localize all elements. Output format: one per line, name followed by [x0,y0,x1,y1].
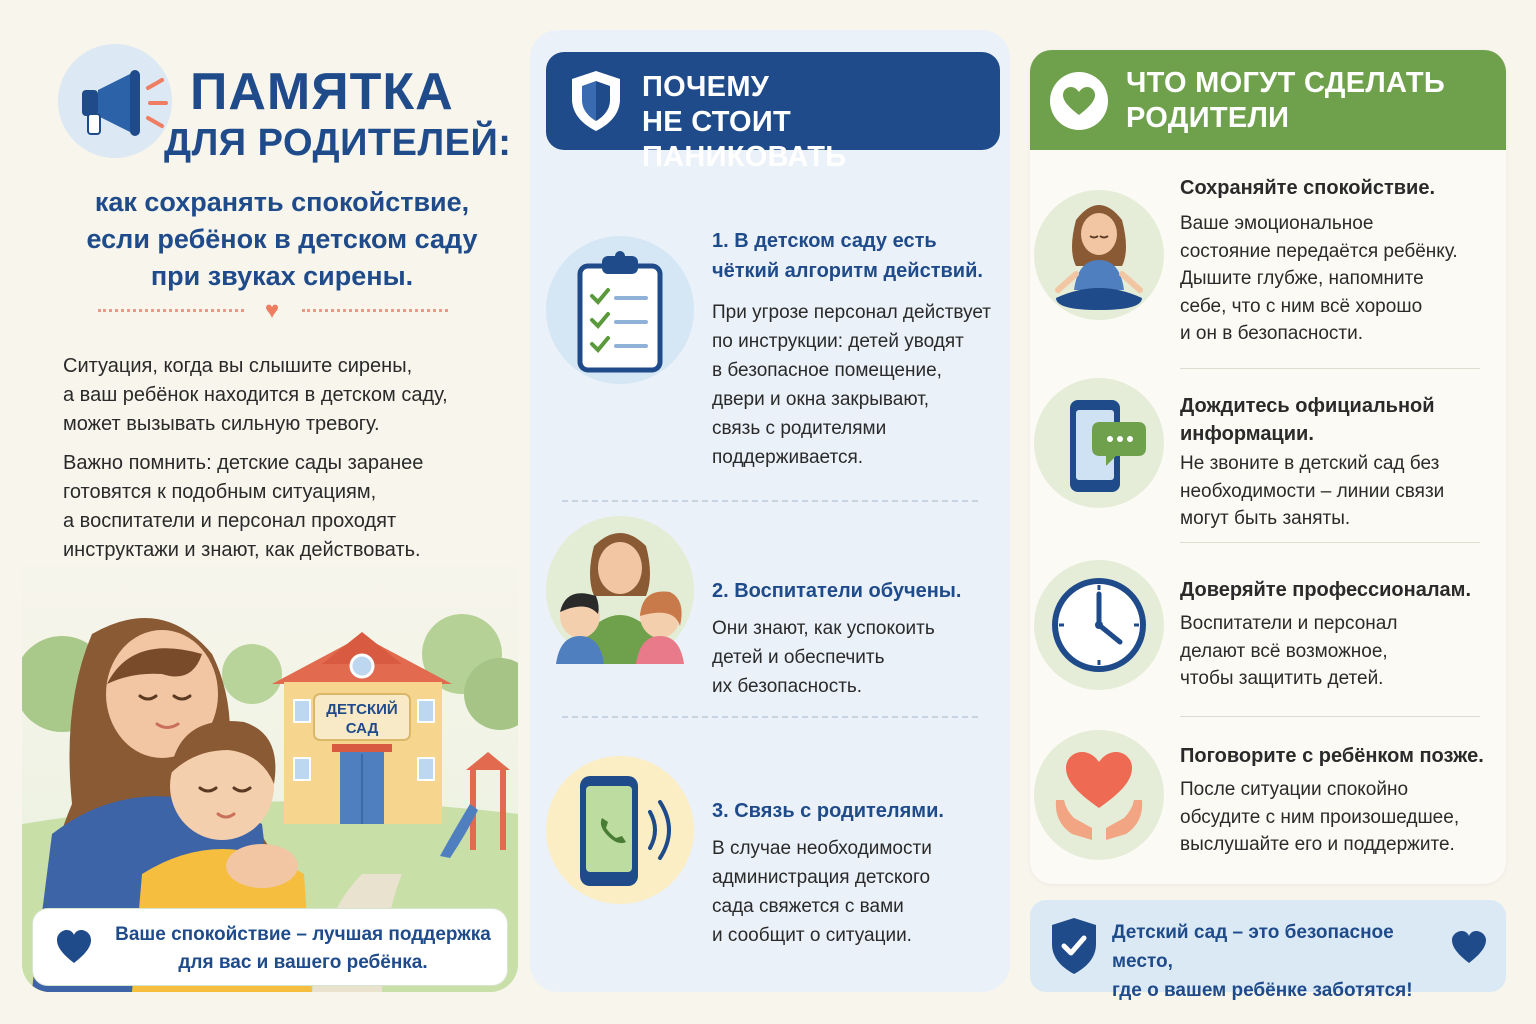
right-column [1030,50,1506,884]
shield-check-icon [1048,916,1100,976]
phone-chat-icon-badge [1034,378,1164,508]
heart-hands-icon [1034,730,1164,860]
megaphone-icon [72,66,172,138]
reason-algorithm [546,226,996,486]
meditation-icon-badge [1034,190,1164,320]
advice-4-text: После ситуации спокойно обсудите с ним произошедшее, выслушайте его и поддержите. [1180,779,1460,855]
teacher-children-icon [546,516,694,664]
heart-icon [1062,86,1096,116]
teacher-children-icon-badge [546,516,694,664]
heart-icon: ♥ [264,297,280,324]
reason-2-text: Они знают, как успокоить детей и обеспечить их безопасность. [712,618,935,697]
svg-text:САД: САД [345,720,379,737]
reason-2-heading: 2. Воспитатели обучены. [712,580,962,602]
dotted-divider [98,297,448,324]
phone-call-icon-badge [546,756,694,904]
megaphone-badge [58,44,172,158]
heart-icon-badge [1050,72,1108,130]
clock-icon-badge [1034,560,1164,690]
section-divider [562,500,978,502]
heart-icon [55,929,93,965]
advice-stay-calm [1030,174,1506,354]
reason-1-text: При угрозе персонал действует по инструкции: детей уводят в безопасное помещение, двери и окна закрывают, связь с родителями поддерживается. [712,302,992,468]
middle-column [530,30,1010,992]
reason-1-heading: 1. В детском саду есть чёткий алгоритм действий. [712,230,983,282]
advice-1-text: Ваше эмоциональное состояние передаётся ребёнку. Дышите глубже, напомните себе, что с ним всё хорошо и он в безопасности. [1180,213,1458,344]
section-divider [562,716,978,718]
shield-icon [568,69,624,133]
svg-text:ДЕТСКИЙ: ДЕТСКИЙ [326,701,398,718]
phone-chat-icon [1034,378,1164,508]
parents-actions-header: ЧТО МОГУТ СДЕЛАТЬ РОДИТЕЛИ [1030,50,1506,150]
page-title-line2: ДЛЯ РОДИТЕЛЕЙ: [164,122,512,164]
clipboard-icon-badge [546,236,694,384]
phone-call-icon [546,756,694,904]
right-footer-note: Детский сад – это безопасное место, где о вашем ребёнке заботятся! [1030,900,1506,992]
advice-wait-info [1030,392,1506,552]
advice-2-text: Не звоните в детский сад без необходимости – линии связи могут быть заняты. [1180,453,1445,529]
advice-2-heading: Дождитесь официальной информации. [1180,395,1435,445]
reason-teachers [546,516,996,696]
page-title: ПАМЯТКА [190,63,454,121]
advice-3-text: Воспитатели и персонал делают всё возможное, чтобы защитить детей. [1180,613,1398,689]
advice-4-heading: Поговорите с ребёнком позже. [1180,745,1484,767]
clipboard-icon [546,236,694,384]
meditation-icon [1034,190,1164,320]
left-footer-note: Ваше спокойствие – лучшая поддержка для вас и вашего ребёнка. [32,908,508,986]
advice-trust-pros [1030,576,1506,696]
advice-3-heading: Доверяйте профессионалам. [1180,579,1472,601]
advice-talk-later [1030,742,1506,872]
page-subtitle: как сохранять спокойствие, если ребёнок в детском саду при звуках сирены. [86,187,478,291]
advice-1-heading: Сохраняйте спокойствие. [1180,177,1436,199]
reason-3-heading: 3. Связь с родителями. [712,800,944,822]
why-not-panic-header: ПОЧЕМУ НЕ СТОИТ ПАНИКОВАТЬ [546,52,1000,150]
intro-paragraph-2: Важно помнить: детские сады заранее готовятся к подобным ситуациям, а воспитатели и персонал проходят инструктажи и знают, как действовать. [63,452,424,561]
reason-communication [546,752,996,946]
clock-icon [1034,560,1164,690]
reason-3-text: В случае необходимости администрация детского сада свяжется с вами и сообщит о ситуации. [712,838,932,946]
heart-hands-icon-badge [1034,730,1164,860]
heart-icon [1450,930,1488,964]
section-divider [1180,542,1480,543]
section-divider [1180,368,1480,369]
section-divider [1180,716,1480,717]
left-column [22,18,518,992]
intro-paragraph-1: Ситуация, когда вы слышите сирены, а ваш ребёнок находится в детском саду, может вызывать сильную тревогу. [63,355,448,435]
